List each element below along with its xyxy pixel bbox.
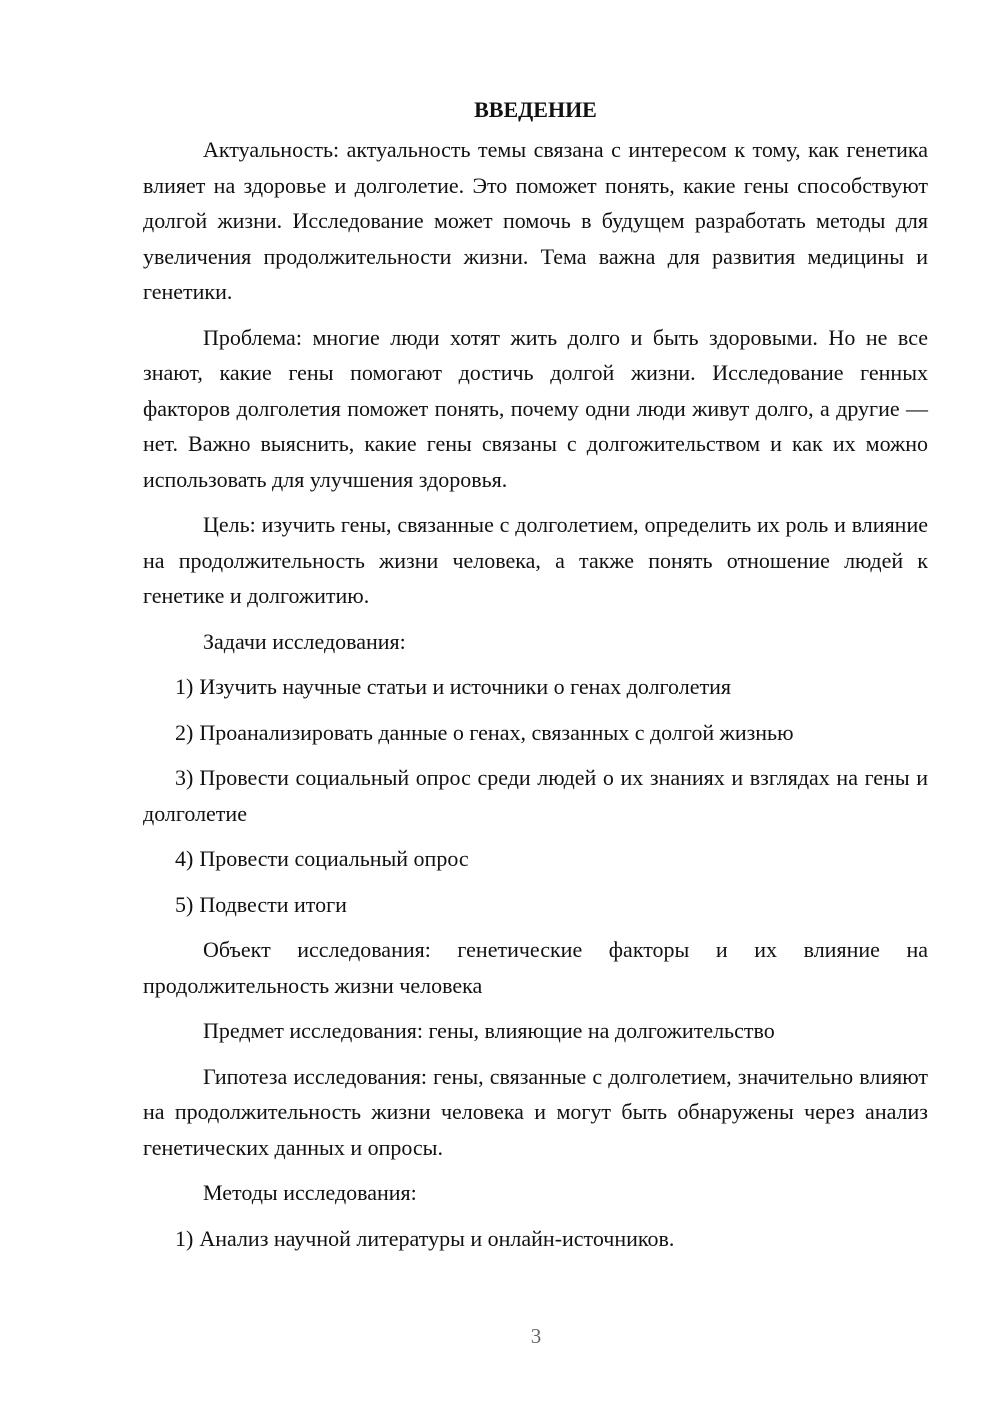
list-item-number: 3) — [175, 765, 194, 790]
relevance-paragraph: Актуальность: актуальность темы связана с интересом к тому, как генетика влияет на здоровье и долголетие. Это поможет понять, какие гены способствуют долгой жизни. Исследование может помочь в будущем разработать методы для увеличения продолжительности жизни. Тема важна для развития медицины и генетики. — [143, 137, 928, 304]
list-item-number: 5) — [175, 891, 194, 917]
list-item — [143, 1221, 928, 1257]
list-item — [143, 887, 928, 923]
hypothesis-paragraph: Гипотеза исследования: гены, связанные с долголетием, значительно влияют на продолжительность жизни человека и могут быть обнаружены через анализ генетических данных и опросы. — [143, 1063, 928, 1160]
list-item — [143, 760, 928, 831]
list-item — [143, 669, 928, 705]
list-item-text: Проанализировать данные о генах, связанных с долгой жизнью — [199, 719, 794, 745]
subject-paragraph: Предмет исследования: гены, влияющие на долгожительство — [203, 1018, 775, 1043]
list-item-text: Провести социальный опрос — [199, 846, 469, 871]
page-number: 3 — [530, 1324, 542, 1348]
methods-heading: Методы исследования: — [203, 1180, 417, 1205]
methods-list — [143, 1221, 928, 1257]
list-item-text: Провести социальный опрос среди людей о их знаниях и взглядах на гены и долголетие — [143, 765, 928, 826]
list-item-number: 1) — [175, 674, 194, 699]
goal-paragraph: Цель: изучить гены, связанные с долголетием, определить их роль и влияние на продолжительность жизни человека, а также понять отношение людей к генетике и долгожитию. — [143, 512, 928, 608]
list-item-number: 2) — [175, 719, 194, 745]
object-paragraph: Объект исследования: генетические факторы и их влияние на продолжительность жизни человека — [143, 937, 928, 998]
list-item-number: 1) — [175, 1225, 194, 1251]
section-title: ВВЕДЕНИЕ — [474, 97, 597, 122]
list-item-text: Изучить научные статьи и источники о генах долголетия — [199, 674, 731, 699]
list-item-text: Подвести итоги — [199, 891, 347, 917]
tasks-list — [143, 669, 928, 922]
problem-paragraph: Проблема: многие люди хотят жить долго и быть здоровыми. Но не все знают, какие гены помогают достичь долгой жизни. Исследование генных факторов долголетия поможет понять, почему одни люди живут долго, а другие — нет. Важно выяснить, какие гены связаны с долгожительством и как их можно использовать для улучшения здоровья. — [143, 324, 928, 492]
list-item — [143, 841, 928, 877]
tasks-heading: Задачи исследования: — [203, 628, 406, 654]
list-item — [143, 715, 928, 751]
list-item-text: Анализ научной литературы и онлайн-источников. — [199, 1225, 675, 1251]
page-body — [143, 92, 928, 1266]
list-item-number: 4) — [175, 846, 194, 871]
